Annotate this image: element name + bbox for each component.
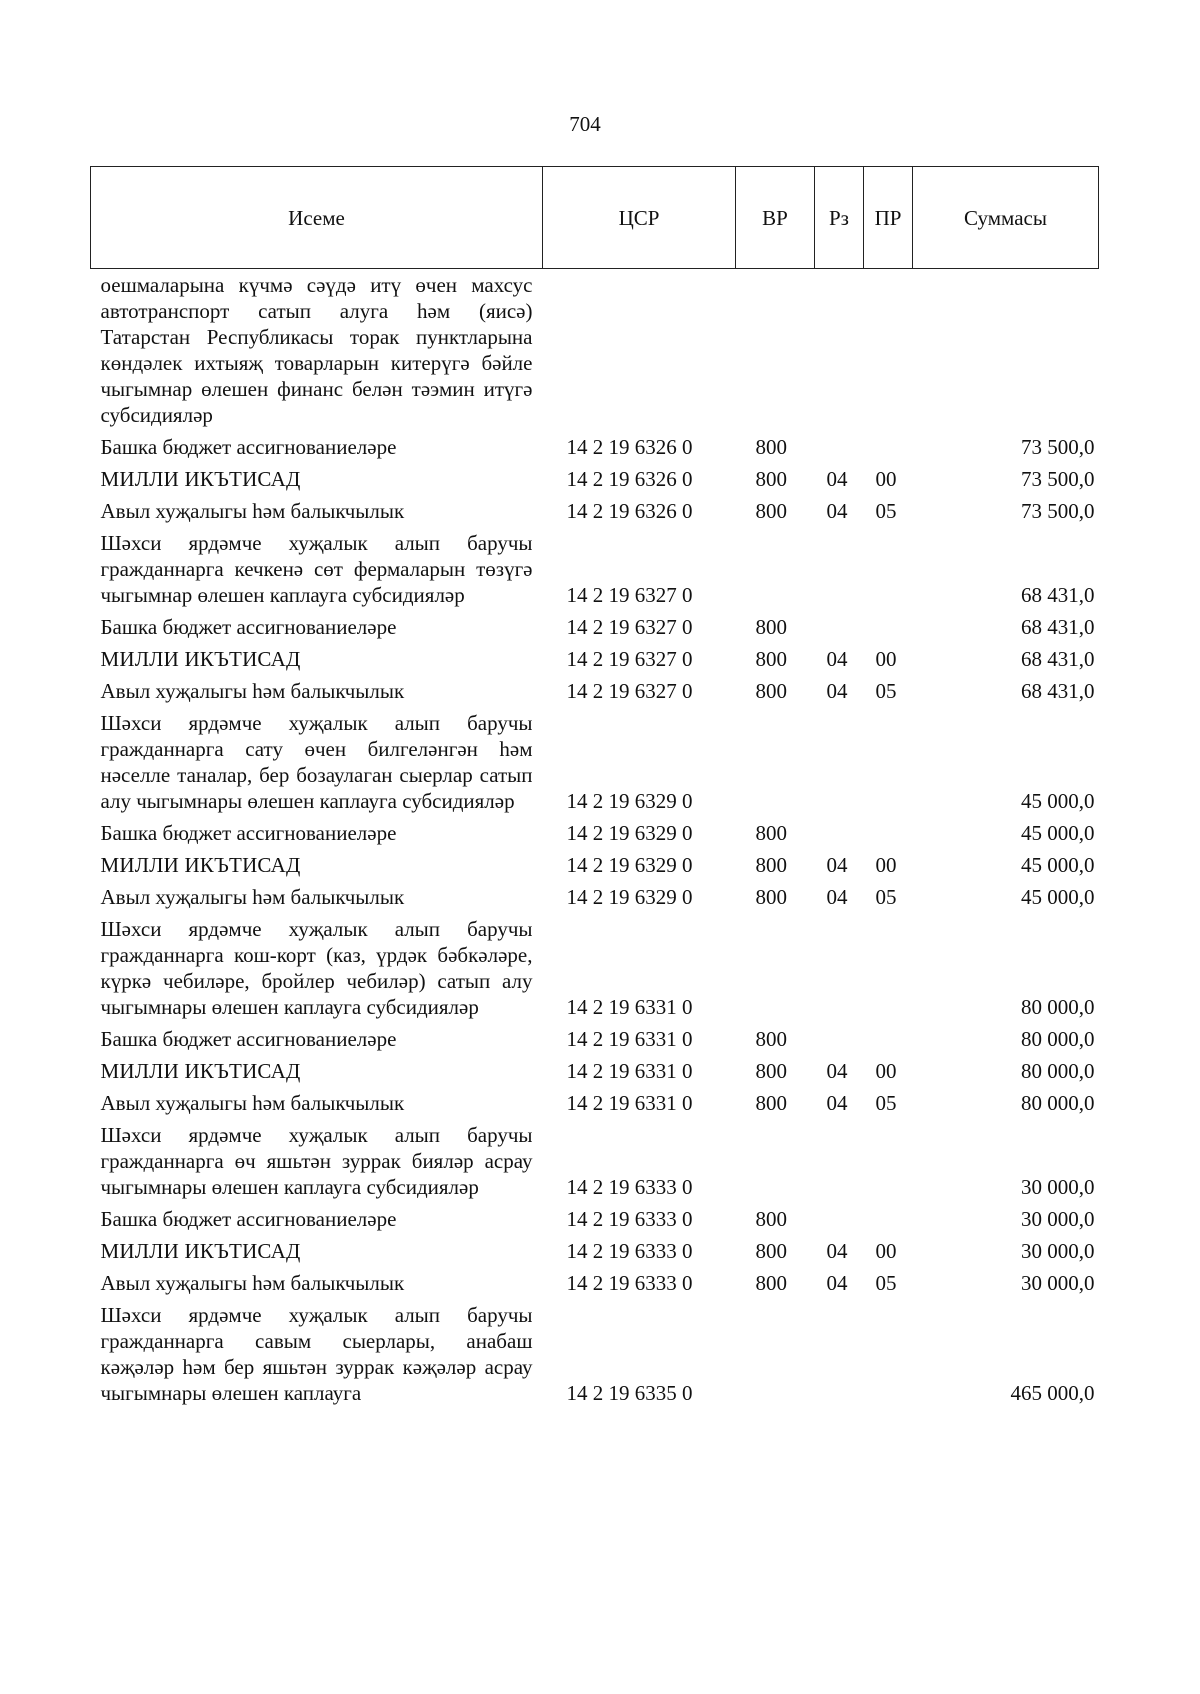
cell-pr [864, 431, 913, 463]
cell-rz [815, 269, 864, 432]
cell-csr [543, 269, 736, 432]
cell-sum: 80 000,0 [1021, 1091, 1095, 1115]
table-row [91, 675, 1099, 707]
cell-pr: 00 [875, 647, 897, 671]
cell-name: МИЛЛИ ИКЪТИСАД [100, 647, 301, 671]
cell-vr: 800 [755, 1207, 787, 1231]
table-row [91, 1087, 1099, 1119]
cell-sum: 80 000,0 [1021, 1059, 1095, 1083]
cell-vr: 800 [755, 467, 787, 491]
cell-name: Башка бюджет ассигнованиеләре [100, 1027, 397, 1051]
table-row [91, 611, 1099, 643]
cell-pr: 05 [875, 885, 897, 909]
table-row [91, 849, 1099, 881]
cell-rz [815, 913, 864, 1023]
cell-rz [815, 1299, 864, 1409]
cell-csr: 14 2 19 6329 0 [566, 885, 693, 909]
cell-vr [736, 913, 815, 1023]
cell-pr: 05 [875, 1271, 897, 1295]
cell-pr [864, 1299, 913, 1409]
cell-pr [864, 611, 913, 643]
cell-csr: 14 2 19 6333 0 [566, 1207, 693, 1231]
cell-sum: 30 000,0 [1021, 1175, 1095, 1199]
cell-vr [736, 1119, 815, 1203]
table-row [91, 1203, 1099, 1235]
table-row [91, 495, 1099, 527]
cell-vr: 800 [755, 1027, 787, 1051]
cell-sum: 68 431,0 [1021, 679, 1095, 703]
header-rz: Рз [815, 167, 864, 269]
cell-pr: 00 [875, 1059, 897, 1083]
cell-name: Шәхси ярдәмче хуҗалык алып баручы гражданнарга кош-корт (каз, үрдәк бәбкәләре, күркә чебиләре, бройлер чебиләр) сатып алу чыгымнары өлешен каплауга субсидияләр [100, 917, 533, 1019]
cell-name: Башка бюджет ассигнованиеләре [100, 1207, 397, 1231]
cell-vr: 800 [755, 647, 787, 671]
budget-table [90, 166, 1099, 1409]
table-row [91, 913, 1099, 1023]
cell-rz: 04 [826, 647, 848, 671]
table-row [91, 1119, 1099, 1203]
header-pr: ПР [864, 167, 913, 269]
table-row [91, 1023, 1099, 1055]
cell-vr: 800 [755, 821, 787, 845]
cell-vr: 800 [755, 1239, 787, 1263]
cell-vr [736, 1299, 815, 1409]
cell-vr: 800 [755, 679, 787, 703]
table-row [91, 463, 1099, 495]
cell-csr: 14 2 19 6333 0 [566, 1239, 693, 1263]
table-row [91, 643, 1099, 675]
cell-sum: 45 000,0 [1021, 853, 1095, 877]
cell-csr: 14 2 19 6331 0 [566, 1027, 693, 1051]
cell-name: Авыл хуҗалыгы һәм балыкчылык [100, 499, 405, 523]
header-csr: ЦСР [543, 167, 736, 269]
cell-sum: 80 000,0 [1021, 1027, 1095, 1051]
cell-pr [864, 1023, 913, 1055]
cell-rz [815, 1119, 864, 1203]
cell-rz [815, 431, 864, 463]
cell-name: МИЛЛИ ИКЪТИСАД [100, 1239, 301, 1263]
cell-vr: 800 [755, 1091, 787, 1115]
cell-sum: 30 000,0 [1021, 1239, 1095, 1263]
cell-rz [815, 817, 864, 849]
cell-vr: 800 [755, 615, 787, 639]
cell-rz: 04 [826, 499, 848, 523]
cell-csr: 14 2 19 6329 0 [566, 789, 693, 813]
cell-rz: 04 [826, 467, 848, 491]
cell-sum: 45 000,0 [1021, 789, 1095, 813]
cell-vr [736, 707, 815, 817]
cell-csr: 14 2 19 6331 0 [566, 1091, 693, 1115]
cell-rz: 04 [826, 1091, 848, 1115]
cell-rz: 04 [826, 1239, 848, 1263]
cell-pr [864, 269, 913, 432]
cell-name: Башка бюджет ассигнованиеләре [100, 435, 397, 459]
cell-pr [864, 913, 913, 1023]
cell-name: МИЛЛИ ИКЪТИСАД [100, 1059, 301, 1083]
cell-rz: 04 [826, 1059, 848, 1083]
cell-rz [815, 707, 864, 817]
table-row [91, 817, 1099, 849]
cell-vr: 800 [755, 1059, 787, 1083]
cell-rz: 04 [826, 1271, 848, 1295]
cell-vr: 800 [755, 853, 787, 877]
table-row [91, 1235, 1099, 1267]
cell-pr: 05 [875, 1091, 897, 1115]
cell-name: Шәхси ярдәмче хуҗалык алып баручы гражданнарга кечкенә сөт фермаларын төзүгә чыгымнар өлешен каплауга субсидияләр [100, 531, 533, 607]
page-number: 704 [569, 112, 601, 136]
cell-sum: 68 431,0 [1021, 647, 1095, 671]
cell-sum: 30 000,0 [1021, 1271, 1095, 1295]
cell-csr: 14 2 19 6329 0 [566, 853, 693, 877]
cell-pr [864, 1203, 913, 1235]
cell-name: оешмаларына күчмә сәүдә итү өчен махсус автотранспорт сатып алуга һәм (яисә) Татарстан Республикасы торак пунктларына көндәлек ихтыяҗ товарларын китерүгә бәйле чыгымнар өлешен финанс белән тәэмин итүгә субсидияләр [100, 273, 533, 427]
cell-rz [815, 611, 864, 643]
cell-csr: 14 2 19 6327 0 [566, 647, 693, 671]
cell-rz [815, 1203, 864, 1235]
cell-pr [864, 817, 913, 849]
cell-pr: 00 [875, 467, 897, 491]
cell-rz [815, 527, 864, 611]
cell-name: Башка бюджет ассигнованиеләре [100, 615, 397, 639]
cell-sum: 68 431,0 [1021, 583, 1095, 607]
cell-rz: 04 [826, 679, 848, 703]
cell-csr: 14 2 19 6329 0 [566, 821, 693, 845]
table-row [91, 881, 1099, 913]
cell-name: Башка бюджет ассигнованиеләре [100, 821, 397, 845]
cell-csr: 14 2 19 6333 0 [566, 1271, 693, 1295]
cell-name: Авыл хуҗалыгы һәм балыкчылык [100, 1271, 405, 1295]
table-row [91, 269, 1099, 432]
cell-name: Авыл хуҗалыгы һәм балыкчылык [100, 885, 405, 909]
cell-vr [736, 527, 815, 611]
cell-name: Шәхси ярдәмче хуҗалык алып баручы гражданнарга өч яшьтән зуррак бияләр асрау чыгымнары өлешен каплауга субсидияләр [100, 1123, 533, 1199]
table-header [91, 167, 1099, 269]
cell-sum: 465 000,0 [1010, 1381, 1095, 1405]
cell-pr: 05 [875, 499, 897, 523]
cell-csr: 14 2 19 6326 0 [566, 499, 693, 523]
cell-csr: 14 2 19 6335 0 [566, 1381, 693, 1405]
cell-name: Шәхси ярдәмче хуҗалык алып баручы гражданнарга сату өчен билгеләнгән һәм нәселле таналар, бер бозаулаган сыерлар сатып алу чыгымнары өлешен каплауга субсидияләр [100, 711, 533, 813]
cell-name: МИЛЛИ ИКЪТИСАД [100, 467, 301, 491]
cell-sum: 68 431,0 [1021, 615, 1095, 639]
table-row [91, 1299, 1099, 1409]
cell-csr: 14 2 19 6327 0 [566, 583, 693, 607]
cell-csr: 14 2 19 6331 0 [566, 995, 693, 1019]
table-row [91, 431, 1099, 463]
cell-pr: 05 [875, 679, 897, 703]
cell-pr [864, 1119, 913, 1203]
cell-vr: 800 [755, 499, 787, 523]
header-vr: ВР [736, 167, 815, 269]
cell-vr: 800 [755, 435, 787, 459]
cell-name: Авыл хуҗалыгы һәм балыкчылык [100, 1091, 405, 1115]
cell-name: МИЛЛИ ИКЪТИСАД [100, 853, 301, 877]
table-row [91, 1267, 1099, 1299]
cell-sum: 30 000,0 [1021, 1207, 1095, 1231]
cell-sum: 45 000,0 [1021, 821, 1095, 845]
cell-vr: 800 [755, 885, 787, 909]
cell-name: Авыл хуҗалыгы һәм балыкчылык [100, 679, 405, 703]
cell-sum [913, 269, 1099, 432]
cell-sum: 73 500,0 [1021, 467, 1095, 491]
cell-pr: 00 [875, 1239, 897, 1263]
cell-rz [815, 1023, 864, 1055]
table-body [91, 269, 1099, 1410]
header-sum: Суммасы [913, 167, 1099, 269]
cell-csr: 14 2 19 6327 0 [566, 615, 693, 639]
cell-sum: 80 000,0 [1021, 995, 1095, 1019]
table-row [91, 1055, 1099, 1087]
cell-rz: 04 [826, 885, 848, 909]
cell-pr: 00 [875, 853, 897, 877]
cell-pr [864, 707, 913, 817]
cell-sum: 73 500,0 [1021, 435, 1095, 459]
table-row [91, 707, 1099, 817]
cell-vr: 800 [755, 1271, 787, 1295]
cell-sum: 73 500,0 [1021, 499, 1095, 523]
cell-csr: 14 2 19 6326 0 [566, 435, 693, 459]
cell-csr: 14 2 19 6326 0 [566, 467, 693, 491]
cell-pr [864, 527, 913, 611]
cell-sum: 45 000,0 [1021, 885, 1095, 909]
cell-rz: 04 [826, 853, 848, 877]
cell-csr: 14 2 19 6331 0 [566, 1059, 693, 1083]
cell-name: Шәхси ярдәмче хуҗалык алып баручы гражданнарга савым сыерлары, анабаш кәҗәләр һәм бер яшьтән зуррак кәҗәләр асрау чыгымнары өлешен каплауга [100, 1303, 533, 1405]
cell-csr: 14 2 19 6333 0 [566, 1175, 693, 1199]
table-row [91, 527, 1099, 611]
header-name: Исеме [91, 167, 543, 269]
cell-vr [736, 269, 815, 432]
cell-csr: 14 2 19 6327 0 [566, 679, 693, 703]
